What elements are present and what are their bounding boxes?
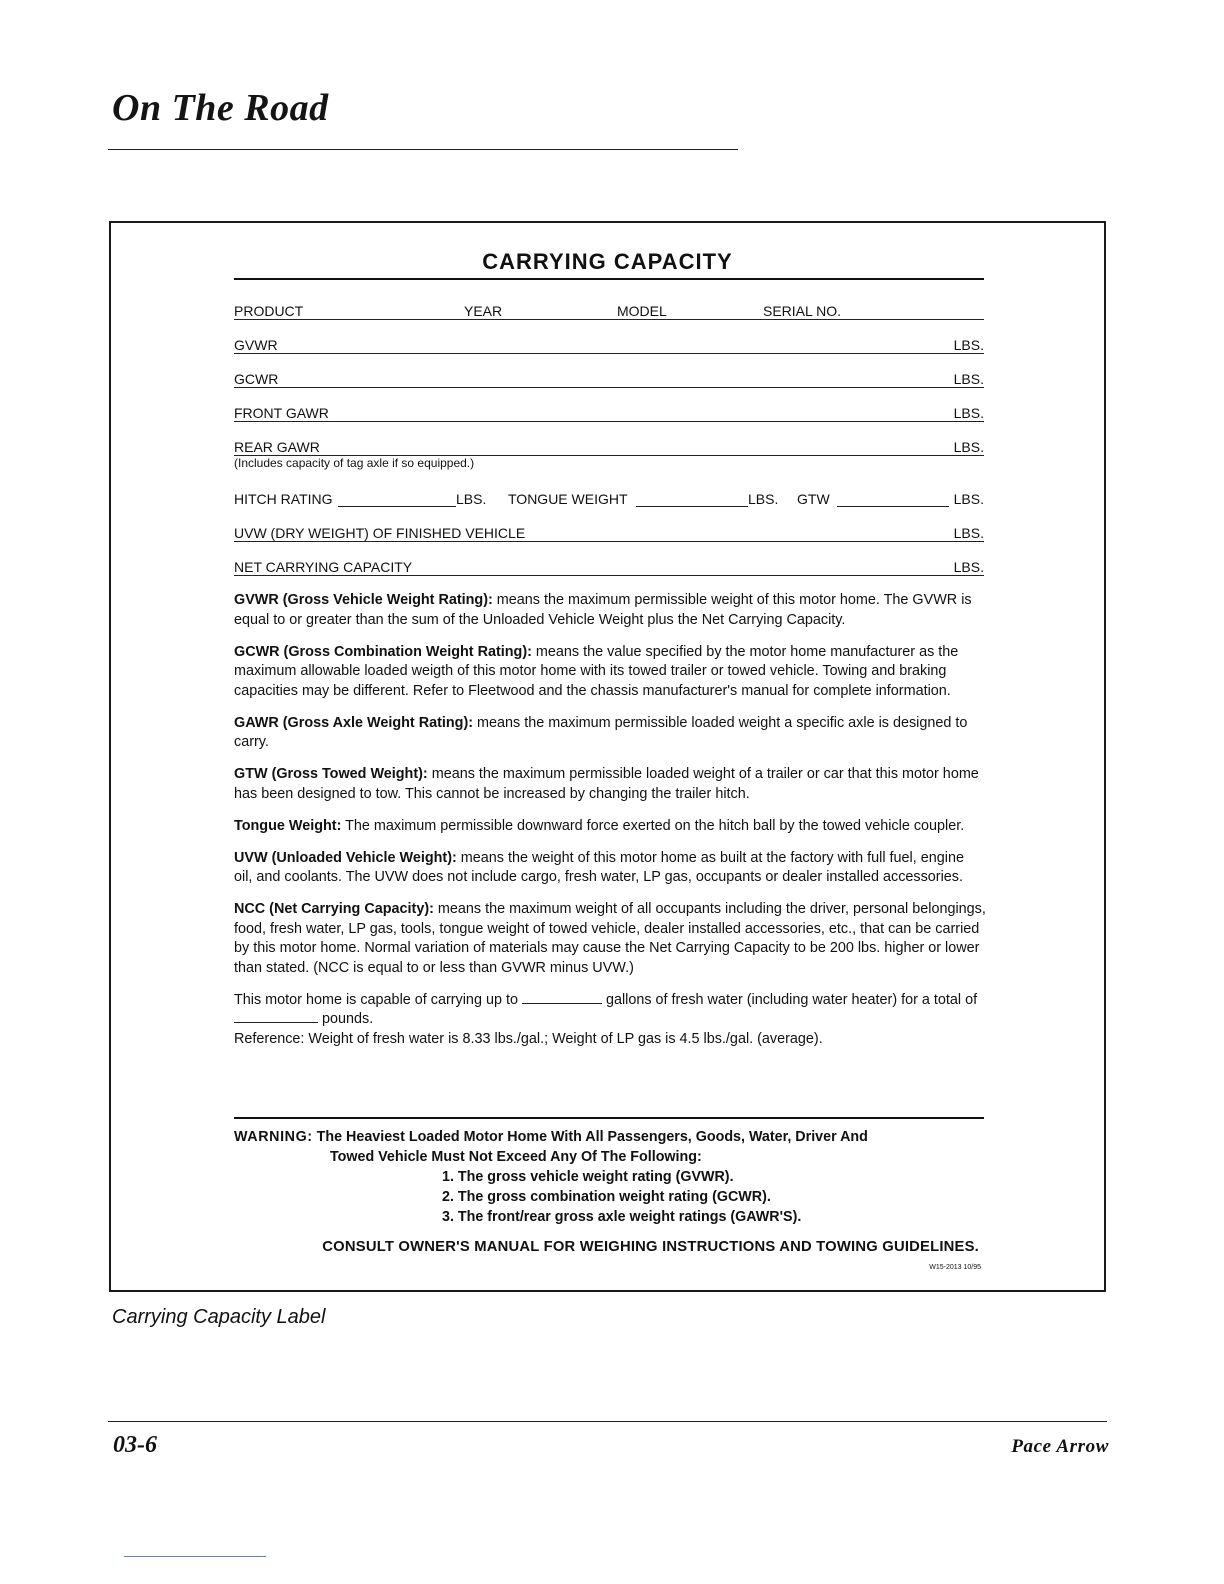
hitch-rating-field: HITCH RATING: [234, 491, 333, 507]
label-title: CARRYING CAPACITY: [482, 249, 733, 274]
front-gawr-lbs: LBS.: [953, 405, 984, 421]
hitch-rating-lbs: LBS.: [456, 491, 487, 507]
definition-text: means the maximum permissible loaded weight a specific axle is designed to carry.: [234, 714, 968, 750]
footer-rule: [108, 1421, 1107, 1422]
consult-notice: CONSULT OWNER'S MANUAL FOR WEIGHING INSTRUCTIONS AND TOWING GUIDELINES.: [322, 1239, 979, 1255]
definition-gawr: [234, 714, 986, 753]
definition-gtw: [234, 765, 986, 804]
definition-term: GVWR (Gross Vehicle Weight Rating):: [234, 592, 493, 608]
gtw-lbs: LBS.: [953, 491, 984, 507]
ncc-line: [234, 555, 984, 576]
front-gawr-line: [234, 401, 984, 422]
water-capacity-statement: [234, 991, 986, 1050]
gcwr-field: GCWR: [234, 371, 279, 387]
capacity-reference: Reference: Weight of fresh water is 8.33 lbs./gal.; Weight of LP gas is 4.5 lbs./gal. (average).: [234, 1030, 823, 1047]
definition-term: NCC (Net Carrying Capacity):: [234, 901, 434, 917]
warning-block: [234, 1127, 986, 1227]
definition-text: The maximum permissible downward force exerted on the hitch ball by the towed vehicle coupler.: [341, 817, 965, 834]
uvw-line: [234, 521, 984, 542]
product-line: [234, 299, 984, 320]
warning-rule: [234, 1117, 984, 1119]
definition-gvwr: [234, 591, 986, 630]
definition-term: GTW (Gross Towed Weight):: [234, 766, 428, 782]
definition-gcwr: [234, 643, 986, 702]
bottom-underline: [124, 1556, 266, 1557]
capacity-text-2: gallons of fresh water (including water heater) for a total of: [605, 991, 978, 1008]
gtw-blank: [837, 506, 949, 507]
form-number: W15-2013 10/95: [929, 1264, 981, 1271]
warning-line-2: Towed Vehicle Must Not Exceed Any Of The Following:: [330, 1149, 702, 1165]
label-title-rule: [234, 278, 984, 280]
tongue-weight-blank: [636, 506, 748, 507]
ncc-lbs: LBS.: [953, 559, 984, 575]
hitch-line: [234, 487, 984, 507]
definition-term: UVW (Unloaded Vehicle Weight):: [234, 849, 457, 866]
definition-ncc: [234, 900, 986, 978]
definitions: [234, 591, 986, 1049]
definition-text: means the maximum weight of all occupants including the driver, personal belongings, food, fresh water, LP gas, tools, tongue weight of towed vehicle, dealer installed accessories, etc., that can be carried by this motor home. Normal variation of materials may cause the Net Carrying Capacity to be 200 lbs. higher or lower than stated. (NCC is equal to or less than GVWR minus UVW.): [234, 901, 986, 976]
warning-lead: WARNING:: [234, 1129, 313, 1145]
rear-gawr-field: REAR GAWR: [234, 439, 320, 455]
front-gawr-field: FRONT GAWR: [234, 405, 329, 421]
warning-item-gcwr: 2. The gross combination weight rating (GCWR).: [442, 1189, 771, 1205]
section-title: On The Road: [112, 87, 329, 129]
definition-text: means the maximum permissible weight of this motor home. The GVWR is equal to or greater than the sum of the Unloaded Vehicle Weight plus the Net Carrying Capacity.: [234, 592, 972, 628]
definition-text: means the weight of this motor home as built at the factory with full fuel, engine oil, and coolants. The UVW does not include cargo, fresh water, LP gas, occupants or dealer installed accessories.: [234, 849, 964, 885]
year-field: YEAR: [464, 303, 503, 319]
section-title-rule: [108, 149, 738, 150]
serial-field: SERIAL NO.: [763, 303, 842, 319]
ncc-field: NET CARRYING CAPACITY: [234, 559, 413, 575]
gvwr-line: [234, 333, 984, 354]
warning-line-1: [234, 1127, 986, 1147]
model-field: MODEL: [617, 303, 667, 319]
gallons-blank: [522, 991, 602, 1004]
warning-item-gawr: 3. The front/rear gross axle weight ratings (GAWR'S).: [442, 1209, 802, 1225]
rear-gawr-lbs: LBS.: [953, 439, 984, 455]
rear-gawr-note: (Includes capacity of tag axle if so equipped.): [234, 456, 475, 470]
page-number: 03-6: [113, 1432, 157, 1458]
product-name: Pace Arrow: [1011, 1436, 1109, 1457]
uvw-field: UVW (DRY WEIGHT) OF FINISHED VEHICLE: [234, 525, 526, 541]
figure-caption: Carrying Capacity Label: [112, 1306, 326, 1328]
carrying-capacity-label: [109, 221, 1106, 1292]
definition-term: GCWR (Gross Combination Weight Rating):: [234, 643, 532, 660]
hitch-rating-blank: [338, 506, 456, 507]
tongue-weight-lbs: LBS.: [748, 491, 779, 507]
tongue-weight-field: TONGUE WEIGHT: [508, 491, 628, 507]
uvw-lbs: LBS.: [953, 525, 984, 541]
warning-text: The Heaviest Loaded Motor Home With All Passengers, Goods, Water, Driver And: [316, 1129, 868, 1145]
pounds-blank: [234, 1010, 318, 1023]
definition-text: means the maximum permissible loaded weight of a trailer or car that this motor home has been designed to tow. This cannot be increased by changing the trailer hitch.: [234, 766, 979, 802]
warning-item-gvwr: 1. The gross vehicle weight rating (GVWR).: [442, 1169, 734, 1185]
gvwr-lbs: LBS.: [953, 337, 984, 353]
capacity-text-1: This motor home is capable of carrying up to: [234, 991, 518, 1008]
rear-gawr-line: [234, 435, 984, 456]
definition-tongue-weight: [234, 817, 986, 837]
gvwr-field: GVWR: [234, 337, 278, 353]
definition-term: GAWR (Gross Axle Weight Rating):: [234, 714, 474, 731]
definition-uvw: [234, 849, 986, 888]
definition-text: means the value specified by the motor home manufacturer as the maximum allowable loaded weigth of this motor home with its towed trailer or towed vehicle. Towing and braking capacities may be different. Refer to Fleetwood and the chassis manufacturer's manual for complete information.: [234, 643, 959, 699]
definition-term: Tongue Weight:: [234, 817, 342, 834]
gcwr-line: [234, 367, 984, 388]
gcwr-lbs: LBS.: [953, 371, 984, 387]
capacity-text-3: pounds.: [322, 1011, 374, 1027]
gtw-field: GTW: [797, 491, 830, 507]
product-field: PRODUCT: [234, 303, 304, 319]
